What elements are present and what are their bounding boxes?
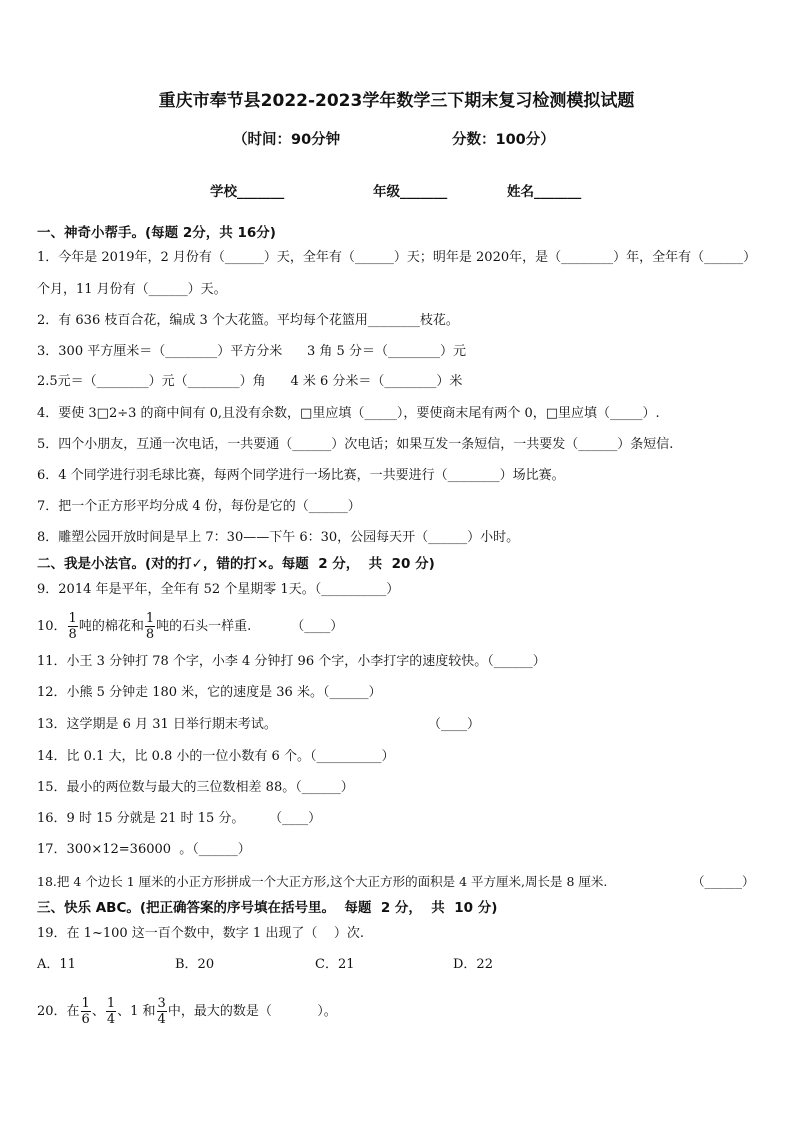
exam-time: （时间：90分钟 (233, 132, 341, 148)
school-field[interactable]: 学校_______ (210, 184, 285, 200)
question-9: 9．2014 年是平年，全年有 52 个星期零 1天。（__________） (37, 582, 400, 597)
option-d[interactable]: D．22 (453, 957, 493, 972)
question-6: 6．4 个同学进行羽毛球比赛，每两个同学进行一场比赛，一共要进行（________）场比赛。 (37, 468, 565, 483)
question-20 (37, 995, 337, 1029)
fraction (68, 611, 78, 642)
question-2: 2．有 636 枝百合花，编成 3 个大花篮。平均每个花篮用________枝花。 (37, 313, 459, 328)
denominator: 4 (157, 1012, 166, 1027)
answer-blank[interactable]: （____） (428, 717, 481, 732)
question-19: 19．在 1~100 这一百个数中，数字 1 出现了（ ）次. (37, 926, 364, 941)
question-5: 5．四个小朋友，互通一次电话，一共要通（______）次电话；如果互发一条短信，一共要发（______）条短信. (37, 437, 674, 452)
option-c[interactable]: C．21 (315, 957, 355, 972)
answer-blank[interactable]: （______） (692, 874, 755, 889)
page-title: 重庆市奉节县2022-2023学年数学三下期末复习检测模拟试题 (158, 91, 635, 111)
denominator: 4 (106, 1012, 116, 1027)
question-11: 11．小王 3 分钟打 78 个字，小李 4 分钟打 96 个字，小李打字的速度较快。（______） (37, 654, 546, 669)
question-1-text: 1．今年是 2019年，2 月份有（______）天，全年有（______）天；明年是 2020年，是（________）年，全年有（______） (37, 250, 757, 265)
numerator: 3 (157, 996, 166, 1011)
question-17: 17．300×12=36000 。（______） (37, 842, 251, 857)
question-text: 中，最大的数是（ ）。 (167, 1004, 337, 1019)
numerator: 1 (68, 611, 77, 626)
question-18 (37, 872, 755, 892)
question-12: 12．小熊 5 分钟走 180 米，它的速度是 36 米。（______） (37, 685, 382, 700)
exam-score: 分数：100分） (452, 132, 555, 148)
question-number: 10． (37, 619, 67, 634)
option-a[interactable]: A．11 (37, 957, 76, 972)
denominator: 8 (68, 627, 77, 642)
separator: 、 (91, 1004, 105, 1019)
fraction (106, 996, 116, 1027)
question-3-cont: 2.5元＝（________）元（________）角 4 米 6 分米＝（________）米 (37, 374, 463, 389)
section-2-heading: 二、我是小法官。(对的打✓，错的打×。每题 2 分， 共 20 分) (37, 556, 435, 572)
question-1 (37, 248, 757, 268)
question-3: 3．300 平方厘米＝（________）平方分米 3 角 5 分＝（________）元 (37, 344, 466, 359)
question-13 (37, 715, 481, 735)
question-16: 16．9 时 15 分就是 21 时 15 分。 （____） (37, 811, 322, 826)
question-text: 20．在 (37, 1004, 80, 1019)
option-b[interactable]: B．20 (175, 957, 215, 972)
fraction (157, 996, 167, 1027)
grade-field[interactable]: 年级_______ (373, 184, 448, 200)
question-10 (37, 610, 343, 644)
denominator: 8 (145, 627, 155, 642)
question-1-cont: 个月，11 月份有（______）天。 (37, 282, 227, 297)
numerator: 1 (81, 996, 90, 1011)
section-1-heading: 一、神奇小帮手。(每题 2分，共 16分) (37, 225, 276, 241)
question-text: 吨的棉花和 (78, 619, 144, 634)
question-4: 4．要使 3□2÷3 的商中间有 0,且没有余数，□里应填（_____），要使商末尾有两个 0，□里应填（_____）. (37, 406, 660, 421)
numerator: 1 (145, 611, 155, 626)
question-text: 18.把 4 个边长 1 厘米的小正方形拼成一个大正方形,这个大正方形的面积是 4 平方厘米,周长是 8 厘米. (37, 874, 608, 889)
question-14: 14．比 0.1 大，比 0.8 小的一位小数有 6 个。（__________） (37, 749, 395, 764)
fraction (145, 611, 155, 642)
answer-blank[interactable]: （____） (291, 619, 344, 634)
question-7: 7．把一个正方形平均分成 4 份，每份是它的（______） (37, 499, 361, 514)
name-field[interactable]: 姓名_______ (507, 184, 582, 200)
numerator: 1 (106, 996, 116, 1011)
denominator: 6 (81, 1012, 90, 1027)
question-15: 15．最小的两位数与最大的三位数相差 88。（______） (37, 780, 354, 795)
question-text: 、1 和 (117, 1004, 156, 1019)
question-text: 吨的石头一样重. (156, 619, 252, 634)
fraction (81, 996, 91, 1027)
section-3-heading: 三、快乐 ABC。(把正确答案的序号填在括号里。 每题 2 分， 共 10 分) (37, 900, 498, 916)
question-8: 8．雕塑公园开放时间是早上 7：30——下午 6：30，公园每天开（______）小时。 (37, 530, 520, 545)
question-text: 13．这学期是 6 月 31 日举行期末考试。 (37, 717, 277, 732)
